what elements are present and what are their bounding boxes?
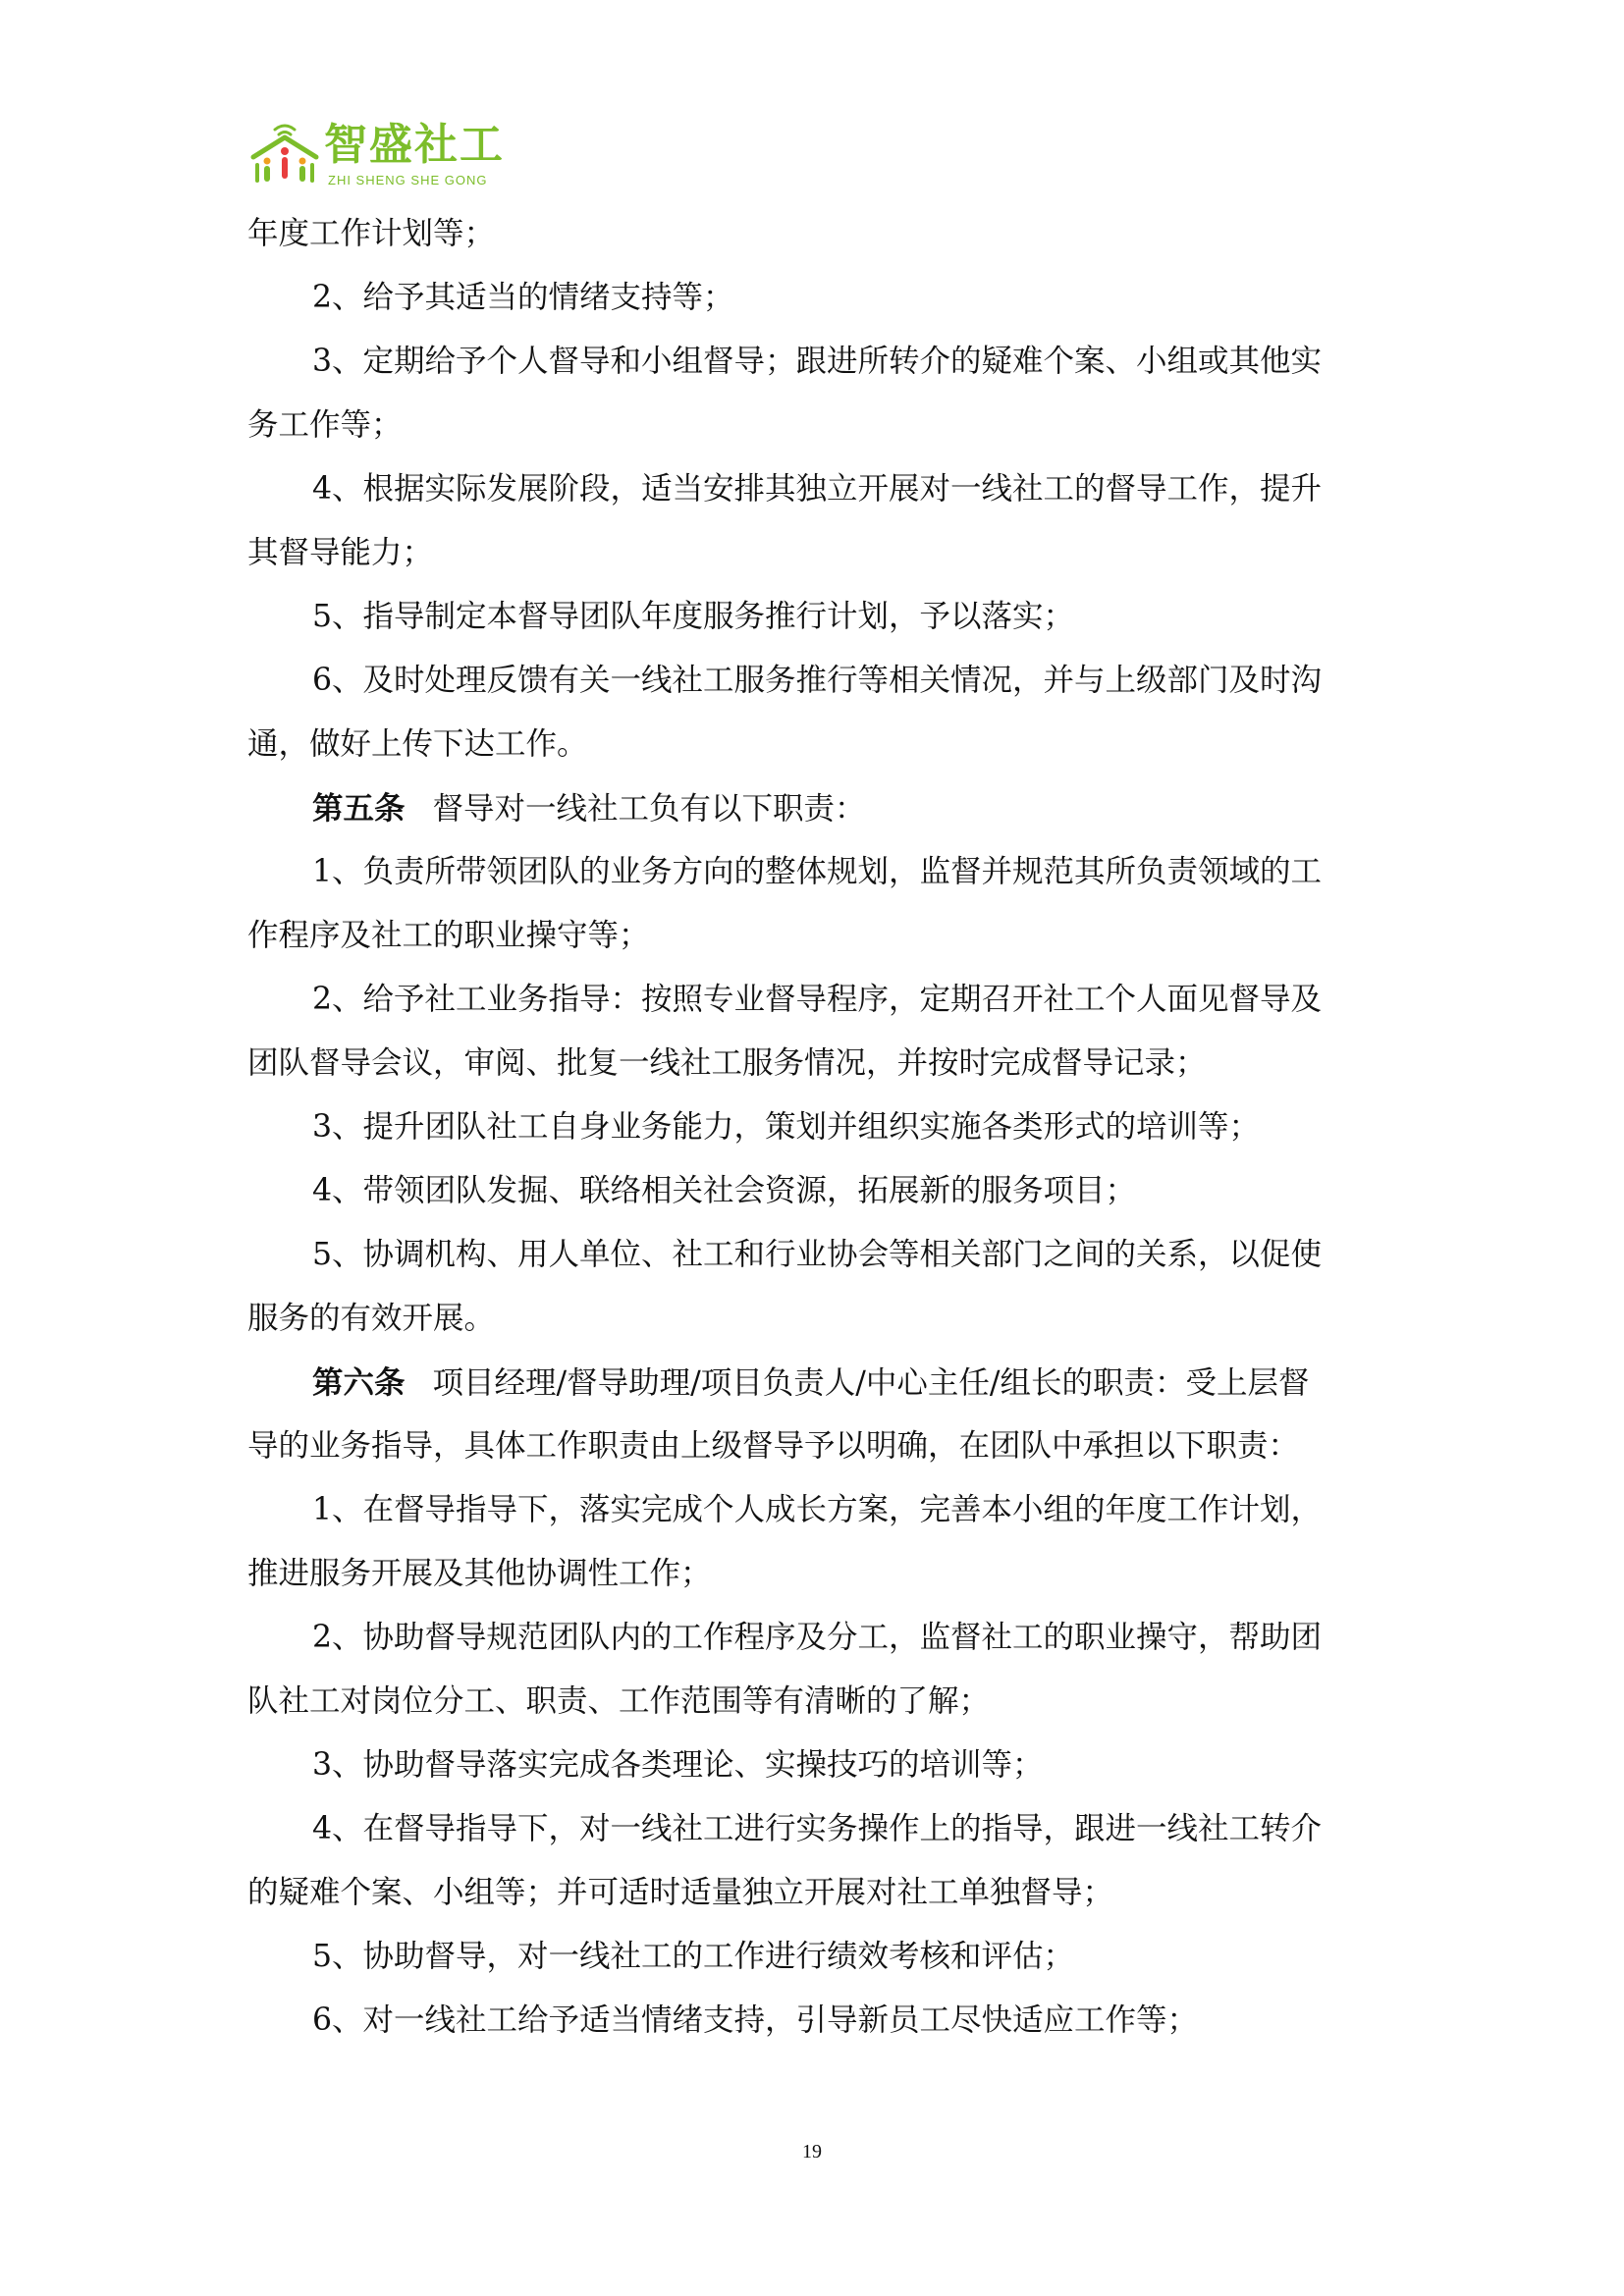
article-number: 第五条	[312, 790, 406, 827]
text-line: 通，做好上传下达工作。	[247, 726, 588, 762]
text-line: 务工作等；	[247, 407, 403, 443]
text-line: 的疑难个案、小组等；并可适时适量独立开展对社工单独督导；	[247, 1875, 1114, 1910]
text-line: 4、根据实际发展阶段，适当安排其独立开展对一线社工的督导工作，提升	[312, 471, 1323, 507]
logo-english-text: ZHI SHENG SHE GONG	[328, 173, 488, 187]
page-number: 19	[802, 2141, 822, 2163]
text-line: 服务的有效开展。	[247, 1301, 496, 1336]
text-line: 2、给予社工业务指导：按照专业督导程序，定期召开社工个人面见督导及	[312, 982, 1323, 1017]
text-line: 队社工对岗位分工、职责、工作范围等有清晰的了解；	[247, 1683, 991, 1719]
text-line: 1、负责所带领团队的业务方向的整体规划，监督并规范其所负责领域的工	[312, 854, 1323, 889]
article-number: 第六条	[312, 1364, 406, 1401]
text-line: 导的业务指导，具体工作职责由上级督导予以明确，在团队中承担以下职责：	[247, 1428, 1300, 1464]
text-line: 其督导能力；	[247, 535, 434, 570]
text-line: 5、协调机构、用人单位、社工和行业协会等相关部门之间的关系，以促使	[312, 1237, 1323, 1272]
document-body	[247, 202, 1386, 2053]
text-line: 4、在督导指导下，对一线社工进行实务操作上的指导，跟进一线社工转介	[312, 1811, 1323, 1846]
text-line: 6、及时处理反馈有关一线社工服务推行等相关情况，并与上级部门及时沟	[312, 663, 1323, 698]
text-line: 6、对一线社工给予适当情绪支持，引导新员工尽快适应工作等；	[312, 2002, 1199, 2038]
text-line: 5、协助督导，对一线社工的工作进行绩效考核和评估；	[312, 1939, 1075, 1974]
company-logo	[245, 116, 505, 190]
text-line: 2、协助督导规范团队内的工作程序及分工，监督社工的职业操守，帮助团	[312, 1620, 1323, 1655]
article-heading-line: 第五条 督导对一线社工负有以下职责：	[312, 790, 866, 827]
text-line: 2、给予其适当的情绪支持等；	[312, 280, 734, 315]
text-line: 3、定期给予个人督导和小组督导；跟进所转介的疑难个案、小组或其他实	[312, 344, 1323, 379]
text-line: 3、提升团队社工自身业务能力，策划并组织实施各类形式的培训等；	[312, 1109, 1261, 1145]
text-line: 团队督导会议，审阅、批复一线社工服务情况，并按时完成督导记录；	[247, 1045, 1207, 1081]
text-line: 1、在督导指导下，落实完成个人成长方案，完善本小组的年度工作计划，	[312, 1492, 1323, 1527]
text-line: 作程序及社工的职业操守等；	[247, 918, 650, 953]
text-line: 4、带领团队发掘、联络相关社会资源，拓展新的服务项目；	[312, 1173, 1137, 1208]
text-line: 3、协助督导落实完成各类理论、实操技巧的培训等；	[312, 1747, 1044, 1783]
text-line: 推进服务开展及其他协调性工作；	[247, 1556, 712, 1591]
logo-chinese-text: 智盛社工	[324, 120, 505, 170]
article-heading-line: 第六条 项目经理/督导助理/项目负责人/中心主任/组长的职责：受上层督	[312, 1364, 1310, 1401]
text-line: 年度工作计划等；	[247, 216, 496, 251]
text-line: 5、指导制定本督导团队年度服务推行计划，予以落实；	[312, 599, 1075, 634]
house-people-icon	[245, 116, 324, 190]
